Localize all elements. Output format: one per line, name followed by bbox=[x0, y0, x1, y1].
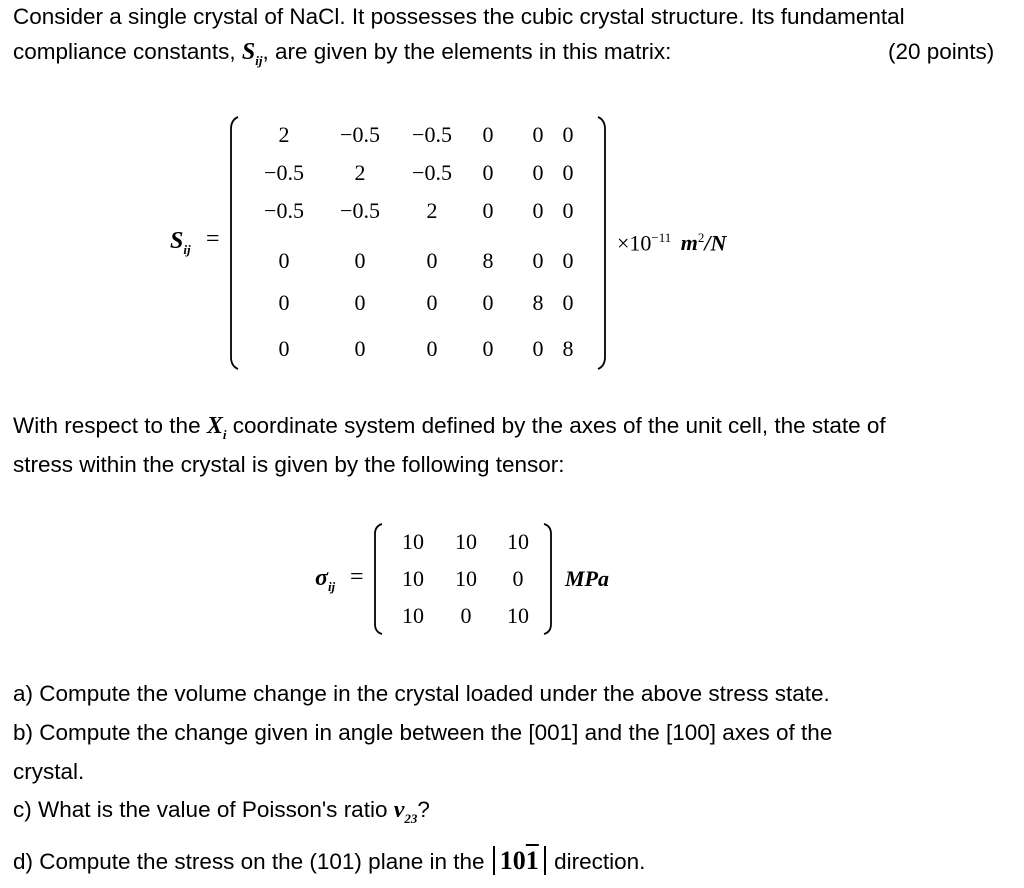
intro-compliance-symbol: $S_{ij}$ bbox=[241, 39, 263, 68]
compliance-equals: = bbox=[206, 226, 220, 252]
compliance-cell-r5-c5: 8 bbox=[532, 290, 544, 315]
question-c: c) What is the value of Poisson's ratio $\nu_{23}$? bbox=[13, 797, 430, 826]
compliance-cell-r6-c4: 0 bbox=[482, 336, 494, 361]
coordinate-symbol: $X_i$ bbox=[206, 413, 227, 442]
unit-per-n: /N bbox=[704, 230, 727, 256]
compliance-cell-r2-c2: 2 bbox=[354, 160, 366, 185]
stress-cell-r2-c2: 10 bbox=[455, 566, 477, 591]
intro-line-2b: , are given by the elements in this matrix: bbox=[262, 39, 672, 64]
compliance-cell-r1-c1: 2 bbox=[278, 122, 290, 147]
compliance-lhs: $S_{ij}$ bbox=[170, 228, 191, 257]
stress-cell-r3-c3: 10 bbox=[507, 603, 529, 628]
compliance-cell-r4-c2: 0 bbox=[354, 248, 366, 273]
stress-cell-r1-c2: 10 bbox=[455, 529, 477, 554]
middle-line-1: With respect to the $X_i$ coordinate system defined by the axes of the unit cell, the state of bbox=[13, 413, 886, 442]
compliance-cell-r2-c4: 0 bbox=[482, 160, 494, 185]
compliance-cell-r1-c5: 0 bbox=[532, 122, 544, 147]
compliance-cell-r4-c1: 0 bbox=[278, 248, 290, 273]
stress-cell-r1-c1: 10 bbox=[402, 529, 424, 554]
stress-cell-r1-c3: 10 bbox=[507, 529, 529, 554]
poisson-symbol: $\nu_{23}$ bbox=[393, 797, 418, 826]
compliance-cell-r1-c2: −0.5 bbox=[340, 122, 380, 147]
compliance-cell-r2-c5: 0 bbox=[532, 160, 544, 185]
compliance-cell-r5-c4: 0 bbox=[482, 290, 494, 315]
compliance-cell-r4-c5: 0 bbox=[532, 248, 544, 273]
compliance-scale-factor bbox=[617, 230, 726, 256]
compliance-cell-r3-c3: 2 bbox=[426, 198, 438, 223]
stress-left-bracket bbox=[370, 522, 390, 636]
exponent: −11 bbox=[651, 230, 672, 245]
stress-cell-r2-c3: 0 bbox=[512, 566, 524, 591]
stress-cell-r3-c2: 0 bbox=[460, 603, 472, 628]
stress-equals: = bbox=[350, 564, 364, 590]
compliance-cell-r2-c3: −0.5 bbox=[412, 160, 452, 185]
compliance-left-bracket bbox=[226, 115, 246, 371]
question-b-line-2: crystal. bbox=[13, 759, 85, 784]
compliance-cell-r6-c1: 0 bbox=[278, 336, 290, 361]
compliance-cell-r4-c3: 0 bbox=[426, 248, 438, 273]
compliance-cell-r5-c3: 0 bbox=[426, 290, 438, 315]
stress-cell-r3-c1: 10 bbox=[402, 603, 424, 628]
compliance-cell-r2-c6: 0 bbox=[562, 160, 574, 185]
unit-m-power: 2 bbox=[697, 230, 705, 245]
stress-lhs: $\sigma_{ij}$ bbox=[315, 565, 336, 594]
compliance-cell-r3-c1: −0.5 bbox=[264, 198, 304, 223]
compliance-cell-r3-c4: 0 bbox=[482, 198, 494, 223]
compliance-right-bracket bbox=[594, 115, 614, 371]
compliance-cell-r1-c3: −0.5 bbox=[412, 122, 452, 147]
compliance-cell-r3-c5: 0 bbox=[532, 198, 544, 223]
compliance-cell-r3-c6: 0 bbox=[562, 198, 574, 223]
intro-line-1: Consider a single crystal of NaCl. It possesses the cubic crystal structure. Its fundamental bbox=[13, 4, 905, 29]
compliance-cell-r5-c1: 0 bbox=[278, 290, 290, 315]
question-b-line-1: b) Compute the change given in angle between the [001] and the [100] axes of the bbox=[13, 720, 833, 745]
times-ten: ×10 bbox=[617, 230, 652, 256]
stress-right-bracket bbox=[540, 522, 560, 636]
points-label: (20 points) bbox=[888, 39, 995, 64]
compliance-cell-r6-c6: 8 bbox=[562, 336, 574, 361]
compliance-cell-r6-c5: 0 bbox=[532, 336, 544, 361]
question-a: a) Compute the volume change in the crystal loaded under the above stress state. bbox=[13, 681, 830, 706]
compliance-cell-r4-c6: 0 bbox=[562, 248, 574, 273]
compliance-cell-r6-c3: 0 bbox=[426, 336, 438, 361]
unit-m: m bbox=[680, 230, 698, 256]
compliance-cell-r3-c2: −0.5 bbox=[340, 198, 380, 223]
compliance-cell-r1-c6: 0 bbox=[562, 122, 574, 147]
compliance-cell-r5-c6: 0 bbox=[562, 290, 574, 315]
intro-line-2a: compliance constants, bbox=[13, 39, 236, 64]
intro-line-2 bbox=[13, 39, 671, 66]
direction-index: 101 bbox=[493, 846, 546, 875]
stress-cell-r2-c1: 10 bbox=[402, 566, 424, 591]
compliance-cell-r4-c4: 8 bbox=[482, 248, 494, 273]
question-d: d) Compute the stress on the (101) plane in the 101 direction. bbox=[13, 846, 646, 875]
stress-unit: MPa bbox=[565, 566, 609, 591]
compliance-cell-r5-c2: 0 bbox=[354, 290, 366, 315]
compliance-cell-r6-c2: 0 bbox=[354, 336, 366, 361]
middle-line-2: stress within the crystal is given by the following tensor: bbox=[13, 452, 565, 477]
compliance-cell-r2-c1: −0.5 bbox=[264, 160, 304, 185]
compliance-cell-r1-c4: 0 bbox=[482, 122, 494, 147]
